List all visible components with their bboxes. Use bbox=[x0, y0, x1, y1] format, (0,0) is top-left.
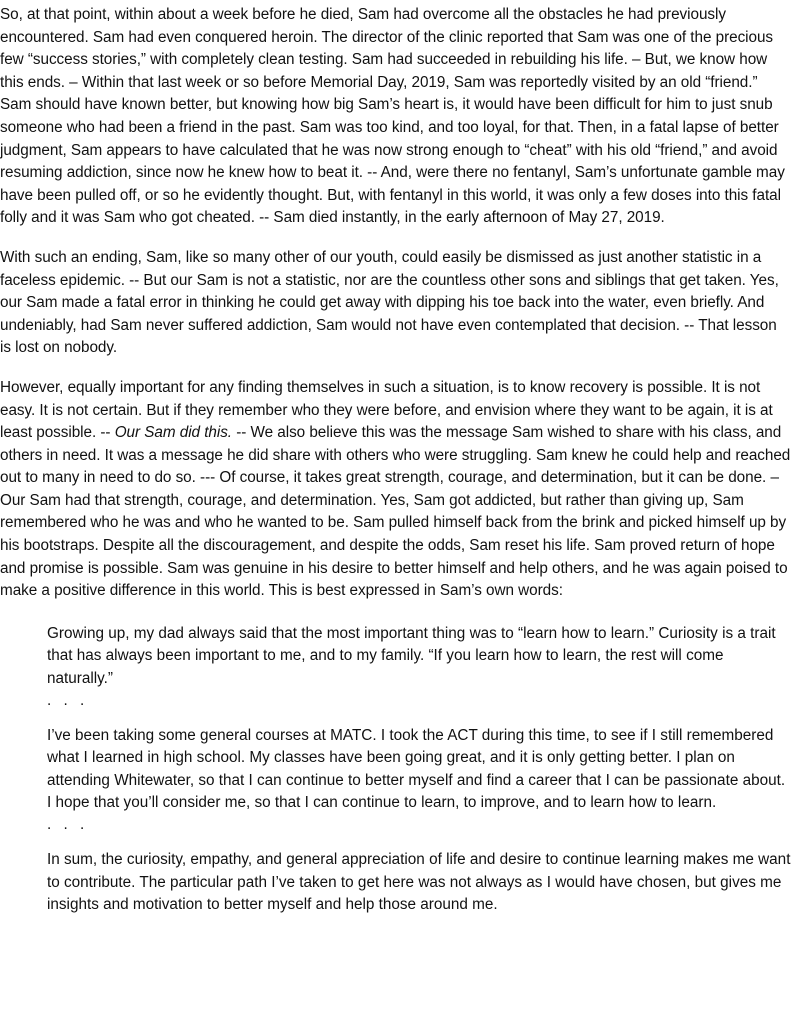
quote-ellipsis-2: . . . bbox=[47, 816, 89, 833]
quote-paragraph-2: I’ve been taking some general courses at MATC. I took the ACT during this time, to see if I still remembered what I learned in high school. My classes have been going great, and it is only getting better. I plan on attending Whitewater, so that I can continue to better myself and find a career that I can be passionate about. I hope that you’ll consider me, so that I can continue to learn, to improve, and to learn how to learn. bbox=[47, 726, 786, 812]
paragraph-2: With such an ending, Sam, like so many other of our youth, could easily be dismissed as just another statistic in a faceless epidemic. -- But our Sam is not a statistic, nor are the countless other sons and siblings that get taken. Yes, our Sam made a fatal error in thinking he could get away with dipping his toe back into the water, even briefly. And undeniably, had Sam never suffered addiction, Sam would not have even contemplated that decision. -- That lesson is lost on nobody. bbox=[0, 248, 779, 357]
quote-paragraph-1: Growing up, my dad always said that the most important thing was to “learn how to learn.” Curiosity is a trait that has always been important to me, and to my family. “If you learn how to learn, the rest will come naturally.” bbox=[47, 624, 776, 688]
quote-paragraph-3: In sum, the curiosity, empathy, and general appreciation of life and desire to continue learning makes me want to contribute. The particular path I’ve taken to get here was not always as I would have chosen, but gives me insights and motivation to better myself and help those around me. bbox=[47, 851, 791, 914]
paragraph-3 bbox=[0, 377, 791, 603]
paragraph-3-text-before: However, equally important for any finding themselves in such a situation, is to know recovery is possible. It is not easy. It is not certain. But if they remember who they were before, and envision where they want to be again, it is at least possible. -- bbox=[0, 378, 773, 442]
quote-ellipsis-1: . . . bbox=[47, 691, 89, 709]
paragraph-1: So, at that point, within about a week before he died, Sam had overcome all the obstacles he had previously encountered. Sam had even conquered heroin. The director of the clinic reported that Sam was one of the precious few “success stories,” with completely clean testing. Sam had succeeded in rebuilding his life. – But, we know how this ends. – Within that last week or so before Memorial Day, 2019, Sam was reportedly visited by an old “friend.” Sam should have known better, but knowing how big Sam’s heart is, it would have been difficult for him to just snub someone who had been a friend in the past. Sam was too kind, and too loyal, for that. Then, in a fatal lapse of better judgment, Sam appears to have calculated that he was now strong enough to “cheat” with his old “friend,” and avoid resuming addiction, since now he knew how to beat it. -- And, were there no fentanyl, Sam’s unfortunate gamble may have been pulled off, or so he evidently thought. But, with fentanyl in this world, it was only a few doses into this fatal folly and it was Sam who got cheated. -- Sam died instantly, in the early afternoon of May 27, 2019. bbox=[0, 6, 785, 227]
block-quote bbox=[47, 623, 791, 917]
paragraph-3-text-after: -- We also believe this was the message Sam wished to share with his class, and others in need. It was a message he did share with others who were struggling. Sam knew he could help and reached out to many in need to do so. --- Of course, it takes great strength, courage, and determination, but it can be done. – Our Sam had that strength, courage, and determination. Yes, Sam got addicted, but rather than giving up, Sam remembered who he was and who he wanted to be. Sam pulled himself back from the brink and picked himself up by his bootstraps. Despite all the discouragement, and despite the odds, Sam reset his life. Sam proved return of hope and promise is possible. Sam was genuine in his desire to better himself and help others, and he was again poised to make a positive difference in this world. This is best expressed in Sam’s own words: bbox=[0, 424, 791, 600]
paragraph-3-italic-phrase: Our Sam did this. bbox=[114, 424, 233, 442]
